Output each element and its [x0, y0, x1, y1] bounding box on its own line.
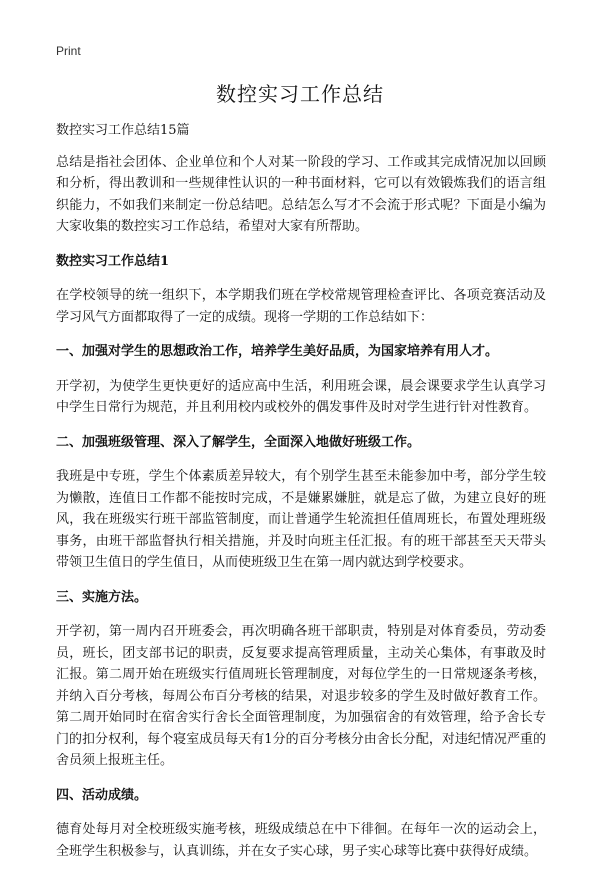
- section-intro-paragraph: 在学校领导的统一组织下，本学期我们班在学校常规管理检查评比、各项竞赛活动及学习风气方面都取得了一定的成绩。现将一学期的工作总结如下：: [56, 288, 546, 325]
- document-title: 数控实习工作总结: [216, 82, 384, 106]
- document-subtitle: 数控实习工作总结15篇: [56, 123, 190, 138]
- heading-4: 四、活动成绩。: [56, 787, 148, 803]
- document-body: [56, 120, 546, 875]
- paragraph-2: 我班是中专班，学生个体素质差异较大，有个别学生甚至未能参加中考，部分学生较为懒散，连值日工作都不能按时完成，不是嫌累嫌脏，就是忘了做，为建立良好的班风，我在班级实行班干部监管制度，而让普通学生轮流担任值周班长，布置处理班级事务，由班干部监督执行相关措施，并及时向班主任汇报。有的班干部甚至天天带头带领卫生值日的学生值日，从而使班级卫生在第一周内就达到学校要求。: [56, 469, 546, 570]
- paragraph-3: 开学初，第一周内召开班委会，再次明确各班干部职责，特别是对体育委员，劳动委员，班长，团支部书记的职责，反复要求提高管理质量，主动关心集体，有事敢及时汇报。第二周开始在班级实行值周班长管理制度，对每位学生的一日常规逐条考核，并纳入百分考核，每周公布百分考核的结果，对退步较多的学生及时做好教育工作。第二周开始同时在宿舍实行舍长全面管理制度，为加强宿舍的有效管理，给予舍长专门的扣分权利，每个寝室成员每天有1分的百分考核分由舍长分配，对违纪情况严重的舍员须上报班主任。: [56, 624, 546, 768]
- heading-3: 三、实施方法。: [56, 589, 148, 605]
- intro-paragraph: 总结是指社会团体、企业单位和个人对某一阶段的学习、工作或其完成情况加以回顾和分析，得出教训和一些规律性认识的一种书面材料，它可以有效锻炼我们的语言组织能力，不如我们来制定一份总结吧。总结怎么写才不会流于形式呢？下面是小编为大家收集的数控实习工作总结，希望对大家有所帮助。: [56, 154, 546, 234]
- heading-2: 二、加强班级管理、深入了解学生，全面深入地做好班级工作。: [56, 434, 421, 450]
- heading-1: 一、加强对学生的思想政治工作，培养学生美好品质，为国家培养有用人才。: [56, 344, 499, 359]
- section-title: 数控实习工作总结1: [56, 253, 170, 269]
- paragraph-4: 德育处每月对全校班级实施考核，班级成绩总在中下徘徊。在每年一次的运动会上，全班学生积极参与，认真训练，并在女子实心球，男子实心球等比赛中获得好成绩。: [56, 822, 546, 859]
- print-label[interactable]: Print: [56, 44, 81, 58]
- paragraph-1: 开学初，为使学生更快更好的适应高中生活，利用班会课，晨会课要求学生认真学习中学生日常行为规范，并且利用校内或校外的偶发事件及时对学生进行针对性教育。: [56, 378, 546, 415]
